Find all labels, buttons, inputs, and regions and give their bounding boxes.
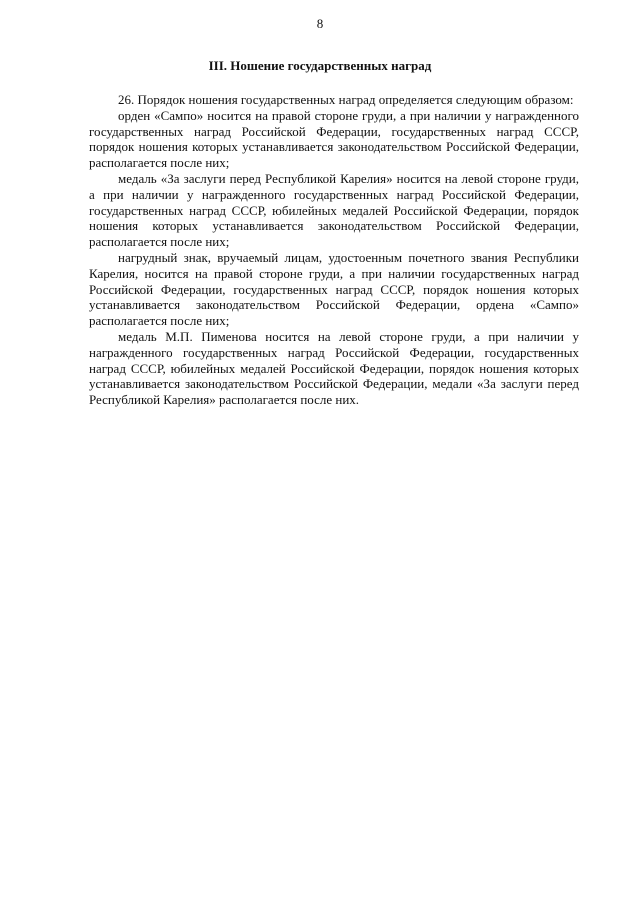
section-title: III. Ношение государственных наград [208, 58, 432, 73]
paragraph-order-sampo: орден «Сампо» носится на правой стороне груди, а при наличии у награжденного государственных наград Российской Федерации, государственных наград СССР, порядок ношения которых устанавливается законодательством Российской Федерации, располагается после них; [89, 107, 579, 171]
paragraph-medal-merit-karelia: медаль «За заслуги перед Республикой Карелия» носится на левой стороне груди, а при наличии у награжденного государственных наград Российской Федерации, государственных наград СССР, юбилейных медалей Российской Федерации, порядок ношения которых устанавливается законодательством Российской Федерации, располагается после них; [89, 170, 579, 250]
paragraph-medal-pimenov: медаль М.П. Пименова носится на левой стороне груди, а при наличии у награжденного государственных наград Российской Федерации, государственных наград СССР, юбилейных медалей Российской Федерации, порядок ношения которых устанавливается законодательством Российской Федерации, медали «За заслуги перед Республикой Карелия» располагается после них. [89, 328, 579, 408]
document-body [89, 92, 579, 408]
paragraph-26-intro: 26. Порядок ношения государственных наград определяется следующим образом: [118, 92, 574, 107]
page-number: 8 [316, 16, 324, 31]
paragraph-honorary-badge: нагрудный знак, вручаемый лицам, удостоенным почетного звания Республики Карелия, носится на правой стороне груди, а при наличии государственных наград Российской Федерации, государственных наград СССР, порядок ношения которых устанавливается законодательством Российской Федерации, ордена «Сампо» располагается после них; [89, 249, 579, 329]
